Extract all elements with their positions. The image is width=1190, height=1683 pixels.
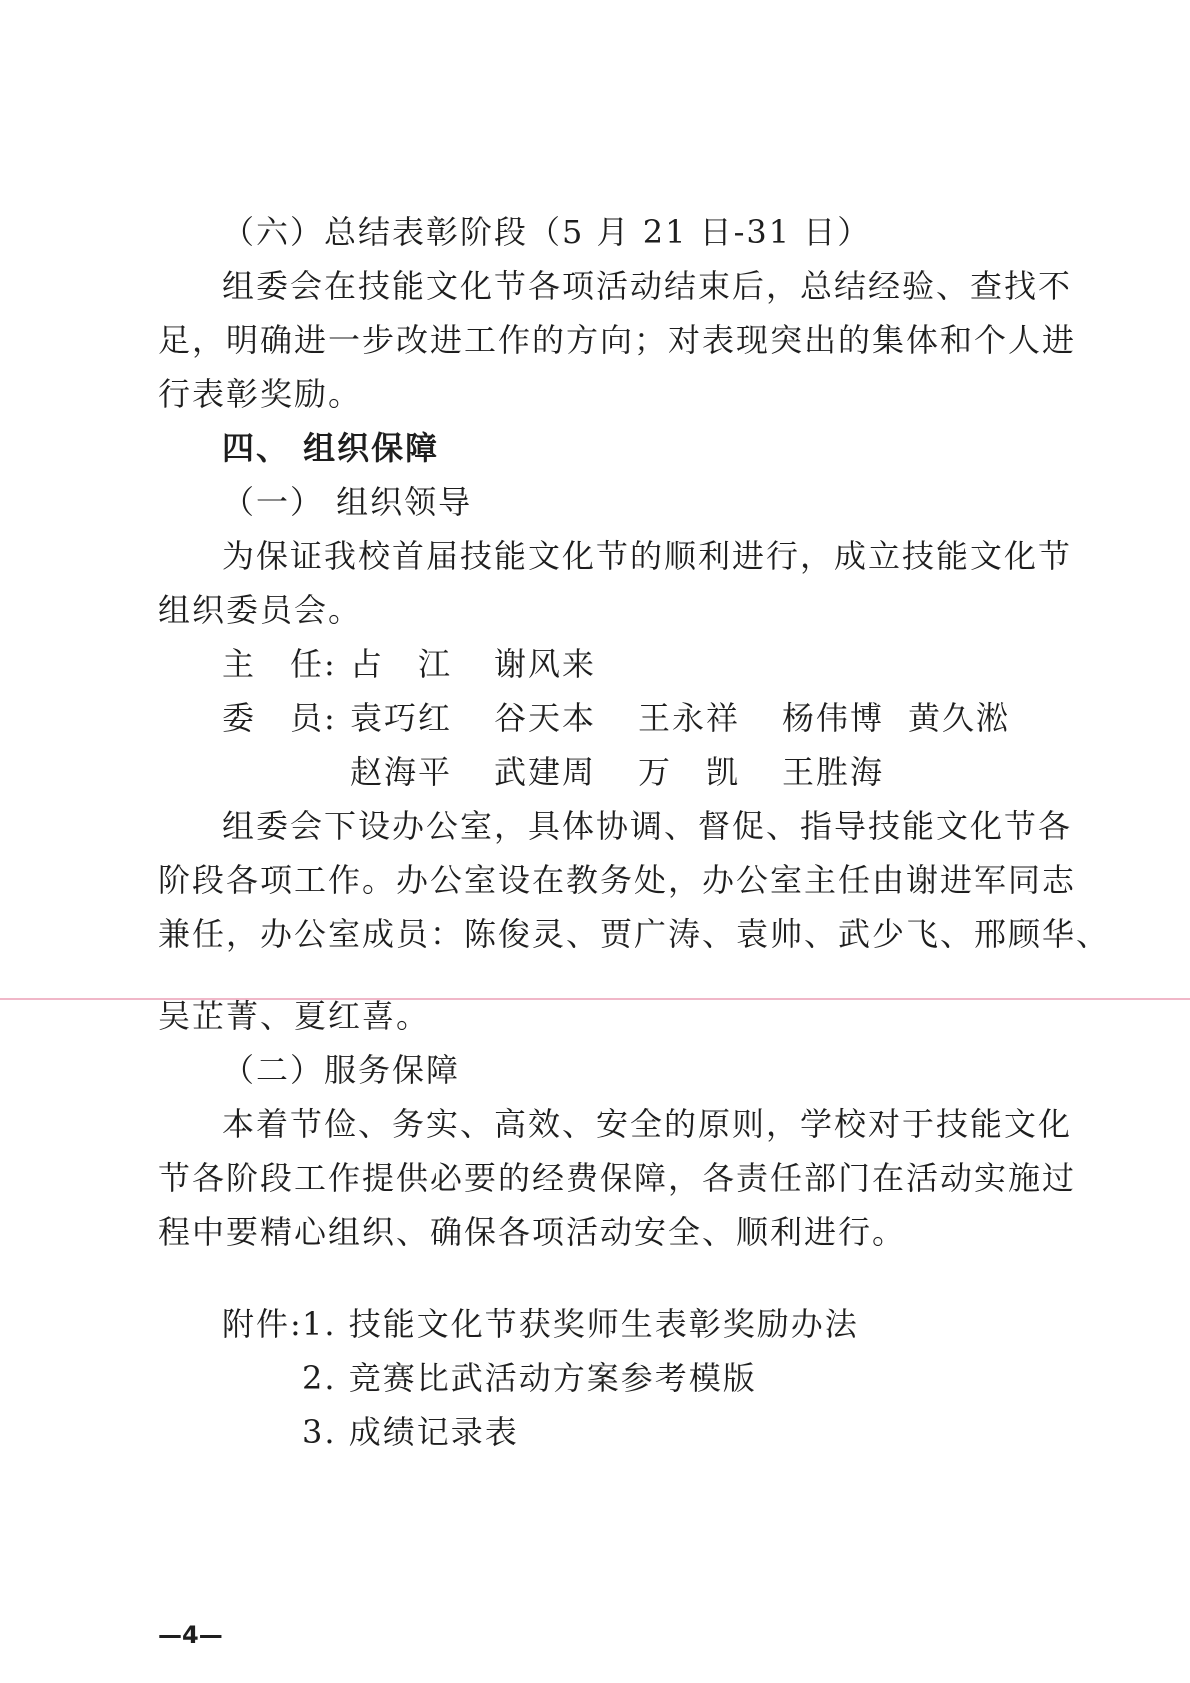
member-name: 谷天本 [494,699,597,737]
member-name: 王胜海 [782,753,885,791]
office-para-line-3: 兼任，办公室成员：陈俊灵、贾广涛、袁帅、武少飞、邢顾华、 [158,915,1111,953]
office-para-line-4: 吴芷菁、夏红喜。 [158,997,431,1035]
subsection-one-para-line-2: 组织委员会。 [158,591,363,629]
director-label: 主 任: [222,645,337,683]
subsection-two-para-line-3: 程中要精心组织、确保各项活动安全、顺利进行。 [158,1213,907,1251]
attachment-item: 1. 技能文化节获奖师生表彰奖励办法 [302,1305,859,1343]
subsection-two-title: （二）服务保障 [222,1051,461,1089]
member-name: 王永祥 [638,699,741,737]
subsection-two-para-line-2: 节各阶段工作提供必要的经费保障，各责任部门在活动实施过 [158,1159,1077,1197]
page-number: —4— [158,1621,223,1649]
member-name: 万 凯 [638,753,741,791]
section-six-para-line-1: 组委会在技能文化节各项活动结束后，总结经验、查找不 [222,267,1073,305]
member-name: 黄久淞 [908,699,1011,737]
member-name: 武建周 [494,753,597,791]
office-para-line-2: 阶段各项工作。办公室设在教务处，办公室主任由谢进军同志 [158,861,1077,899]
office-para-line-1: 组委会下设办公室，具体协调、督促、指导技能文化节各 [222,807,1073,845]
section-four-title: 四、 组织保障 [222,429,440,467]
member-label: 委 员: [222,699,337,737]
subsection-one-para-line-1: 为保证我校首届技能文化节的顺利进行，成立技能文化节 [222,537,1073,575]
director-name: 占 江 [350,645,453,683]
section-six-title: （六）总结表彰阶段（5 月 21 日-31 日） [222,213,872,251]
section-six-para-line-3: 行表彰奖励。 [158,375,363,413]
attachment-item: 3. 成绩记录表 [302,1413,519,1451]
member-name: 赵海平 [350,753,453,791]
section-six-para-line-2: 足，明确进一步改进工作的方向；对表现突出的集体和个人进 [158,321,1077,359]
member-name: 杨伟博 [782,699,885,737]
member-name: 袁巧红 [350,699,453,737]
director-name: 谢风来 [494,645,597,683]
attachments-label: 附件: [222,1305,303,1343]
subsection-two-para-line-1: 本着节俭、务实、高效、安全的原则，学校对于技能文化 [222,1105,1073,1143]
subsection-one-title: （一） 组织领导 [222,483,473,521]
attachment-item: 2. 竞赛比武活动方案参考模版 [302,1359,757,1397]
